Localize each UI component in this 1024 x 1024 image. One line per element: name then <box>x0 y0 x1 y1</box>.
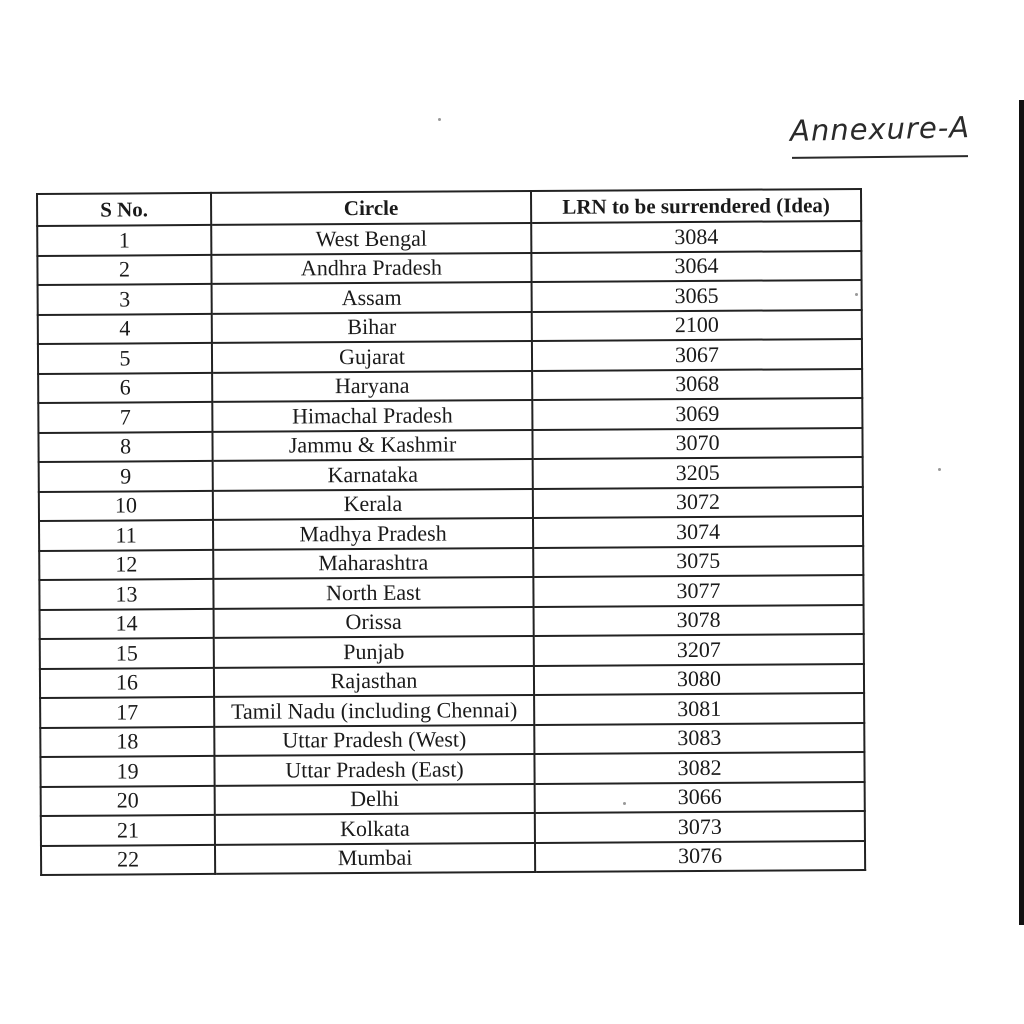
cell-circle: Rajasthan <box>214 665 534 696</box>
cell-circle: Haryana <box>212 370 532 401</box>
cell-circle: Bihar <box>212 311 532 342</box>
cell-s-no: 11 <box>39 520 213 551</box>
cell-lrn: 3077 <box>533 575 863 607</box>
cell-circle: Karnataka <box>213 459 533 490</box>
cell-s-no: 18 <box>40 726 214 757</box>
cell-s-no: 10 <box>39 490 213 521</box>
scan-edge-shadow <box>1019 100 1024 925</box>
annexure-underline <box>792 155 968 159</box>
annexure-label: Annexure-A <box>789 110 971 148</box>
cell-circle: Assam <box>212 282 532 313</box>
cell-circle: Punjab <box>214 636 534 667</box>
scan-speck <box>438 118 441 121</box>
cell-lrn: 3083 <box>534 722 864 754</box>
cell-circle: Gujarat <box>212 341 532 372</box>
cell-s-no: 14 <box>40 608 214 639</box>
cell-lrn: 3064 <box>531 250 861 282</box>
table-row <box>41 840 865 875</box>
cell-circle: Himachal Pradesh <box>212 400 532 431</box>
cell-s-no: 17 <box>40 697 214 728</box>
cell-s-no: 8 <box>38 431 212 462</box>
header-lrn: LRN to be surrendered (Idea) <box>531 189 861 223</box>
cell-circle: Delhi <box>215 783 535 814</box>
cell-lrn: 3069 <box>532 398 862 430</box>
cell-lrn: 2100 <box>532 309 862 341</box>
cell-lrn: 3205 <box>533 457 863 489</box>
cell-circle: Uttar Pradesh (West) <box>214 724 534 755</box>
cell-lrn: 3074 <box>533 516 863 548</box>
cell-s-no: 4 <box>38 313 212 344</box>
cell-lrn: 3078 <box>534 604 864 636</box>
cell-lrn: 3081 <box>534 693 864 725</box>
lrn-table <box>36 188 866 876</box>
cell-s-no: 2 <box>37 254 211 285</box>
cell-circle: Maharashtra <box>213 547 533 578</box>
cell-lrn: 3066 <box>535 781 865 813</box>
cell-s-no: 13 <box>39 579 213 610</box>
header-circle: Circle <box>211 191 531 225</box>
cell-lrn: 3072 <box>533 486 863 518</box>
cell-circle: Kolkata <box>215 813 535 844</box>
cell-lrn: 3068 <box>532 368 862 400</box>
cell-s-no: 22 <box>41 844 215 875</box>
scan-speck <box>623 802 626 805</box>
cell-circle: Kerala <box>213 488 533 519</box>
cell-s-no: 21 <box>41 815 215 846</box>
cell-circle: Orissa <box>214 606 534 637</box>
cell-s-no: 1 <box>37 225 211 256</box>
cell-s-no: 5 <box>38 343 212 374</box>
cell-circle: Mumbai <box>215 842 535 873</box>
cell-s-no: 20 <box>41 785 215 816</box>
cell-lrn: 3067 <box>532 339 862 371</box>
cell-s-no: 19 <box>40 756 214 787</box>
cell-lrn: 3080 <box>534 663 864 695</box>
scan-speck <box>855 293 858 296</box>
cell-circle: Andhra Pradesh <box>211 252 531 283</box>
cell-s-no: 7 <box>38 402 212 433</box>
cell-s-no: 6 <box>38 372 212 403</box>
cell-lrn: 3073 <box>535 811 865 843</box>
cell-lrn: 3075 <box>533 545 863 577</box>
cell-circle: Madhya Pradesh <box>213 518 533 549</box>
cell-circle: Jammu & Kashmir <box>212 429 532 460</box>
cell-lrn: 3084 <box>531 221 861 253</box>
table-header-row <box>37 189 861 226</box>
scan-speck <box>938 468 941 471</box>
cell-s-no: 12 <box>39 549 213 580</box>
cell-lrn: 3076 <box>535 840 865 872</box>
cell-s-no: 9 <box>39 461 213 492</box>
cell-circle: Uttar Pradesh (East) <box>214 754 534 785</box>
lrn-table-container <box>36 188 866 876</box>
cell-lrn: 3207 <box>534 634 864 666</box>
cell-s-no: 16 <box>40 667 214 698</box>
cell-circle: Tamil Nadu (including Chennai) <box>214 695 534 726</box>
cell-s-no: 15 <box>40 638 214 669</box>
cell-lrn: 3070 <box>532 427 862 459</box>
cell-circle: West Bengal <box>211 223 531 254</box>
cell-circle: North East <box>213 577 533 608</box>
cell-lrn: 3082 <box>534 752 864 784</box>
cell-s-no: 3 <box>38 284 212 315</box>
header-s-no: S No. <box>37 193 211 226</box>
cell-lrn: 3065 <box>532 280 862 312</box>
